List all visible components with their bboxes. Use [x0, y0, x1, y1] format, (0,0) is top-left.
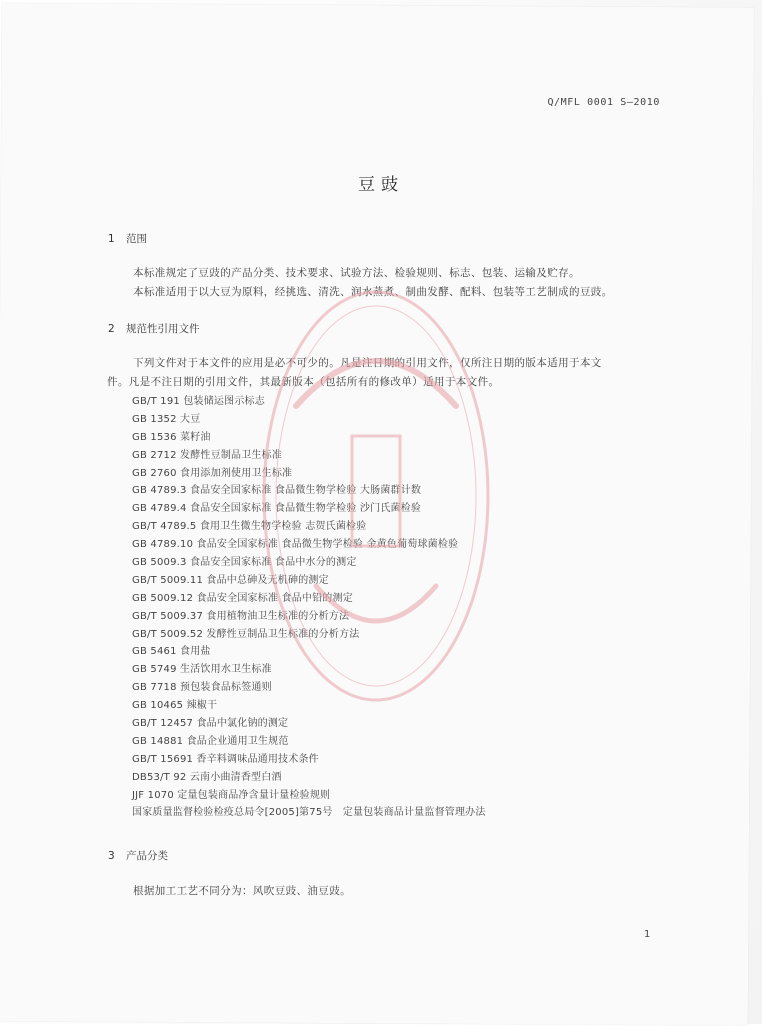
section-1-heading [108, 231, 147, 246]
reference-item: GB/T 191 包装储运图示标志 [132, 396, 265, 407]
page-number: 1 [644, 929, 651, 940]
section-2-heading [108, 321, 200, 336]
reference-item: GB/T 12457 食品中氯化钠的测定 [132, 718, 289, 730]
reference-item: DB53/T 92 云南小曲清香型白酒 [132, 771, 282, 783]
reference-item: GB 7718 预包装食品标签通则 [132, 682, 272, 694]
document-title: 豆豉 [358, 175, 404, 195]
section-title: 规范性引用文件 [126, 323, 200, 335]
reference-item: GB/T 5009.11 食品中总砷及无机砷的测定 [132, 574, 329, 586]
reference-item: GB 5009.12 食品安全国家标准 食品中铅的测定 [132, 592, 353, 604]
section-2-paragraph-line-1: 下列文件对于本文件的应用是必不可少的。凡是注日期的引用文件，仅所注日期的版本适用于本文 [133, 357, 602, 369]
section-1-paragraph-2: 本标准适用于以大豆为原料，经挑选、清洗、润水蒸煮、制曲发酵、配料、包装等工艺制成的豆豉。 [133, 286, 613, 298]
reference-item: GB/T 5009.37 食用植物油卫生标准的分析方法 [132, 610, 350, 622]
section-title: 产品分类 [126, 850, 168, 862]
reference-item: GB 1352 大豆 [132, 413, 201, 425]
reference-item: GB 4789.10 食品安全国家标准 食品微生物学检验 金黄色葡萄球菌检验 [132, 539, 459, 551]
section-3-paragraph: 根据加工工艺不同分为：风吹豆豉、油豆豉。 [133, 885, 351, 897]
reference-item: GB 5461 食用盐 [132, 646, 211, 658]
reference-item: 国家质量监督检验检疫总局令[2005]第75号 定量包装商品计量监督管理办法 [132, 807, 486, 819]
section-number: 3 [108, 850, 115, 862]
section-number: 1 [108, 233, 115, 245]
reference-item: GB/T 5009.52 发酵性豆制品卫生标准的分析方法 [132, 628, 360, 640]
reference-item: GB 1536 菜籽油 [132, 431, 211, 443]
section-title: 范围 [126, 233, 147, 245]
section-3-heading [108, 848, 168, 863]
reference-item: GB 10465 辣椒干 [132, 700, 218, 712]
reference-item: GB 5749 生活饮用水卫生标准 [132, 664, 272, 676]
reference-item: GB 4789.3 食品安全国家标准 食品微生物学检验 大肠菌群计数 [132, 485, 422, 497]
section-number: 2 [108, 323, 115, 335]
reference-item: GB 5009.3 食品安全国家标准 食品中水分的测定 [132, 557, 357, 569]
reference-item: GB/T 15691 香辛料调味品通用技术条件 [132, 753, 319, 765]
section-1-paragraph-1: 本标准规定了豆豉的产品分类、技术要求、试验方法、检验规则、标志、包装、运输及贮存。 [133, 267, 580, 279]
reference-item: JJF 1070 定量包装商品净含量计量检验规则 [132, 789, 331, 801]
standard-code: Q/MFL 0001 S—2010 [547, 97, 660, 108]
reference-item: GB/T 4789.5 食用卫生微生物学检验 志贺氏菌检验 [132, 521, 367, 533]
reference-list [132, 393, 486, 822]
section-2-paragraph-line-2: 件。凡是不注日期的引用文件，其最新版本（包括所有的修改单）适用于本文件。 [107, 376, 500, 388]
reference-item: GB 4789.4 食品安全国家标准 食品微生物学检验 沙门氏菌检验 [132, 503, 422, 515]
reference-item: GB 2760 食用添加剂使用卫生标准 [132, 467, 293, 479]
reference-item: GB 2712 发酵性豆制品卫生标准 [132, 449, 283, 461]
reference-item: GB 14881 食品企业通用卫生规范 [132, 735, 289, 747]
